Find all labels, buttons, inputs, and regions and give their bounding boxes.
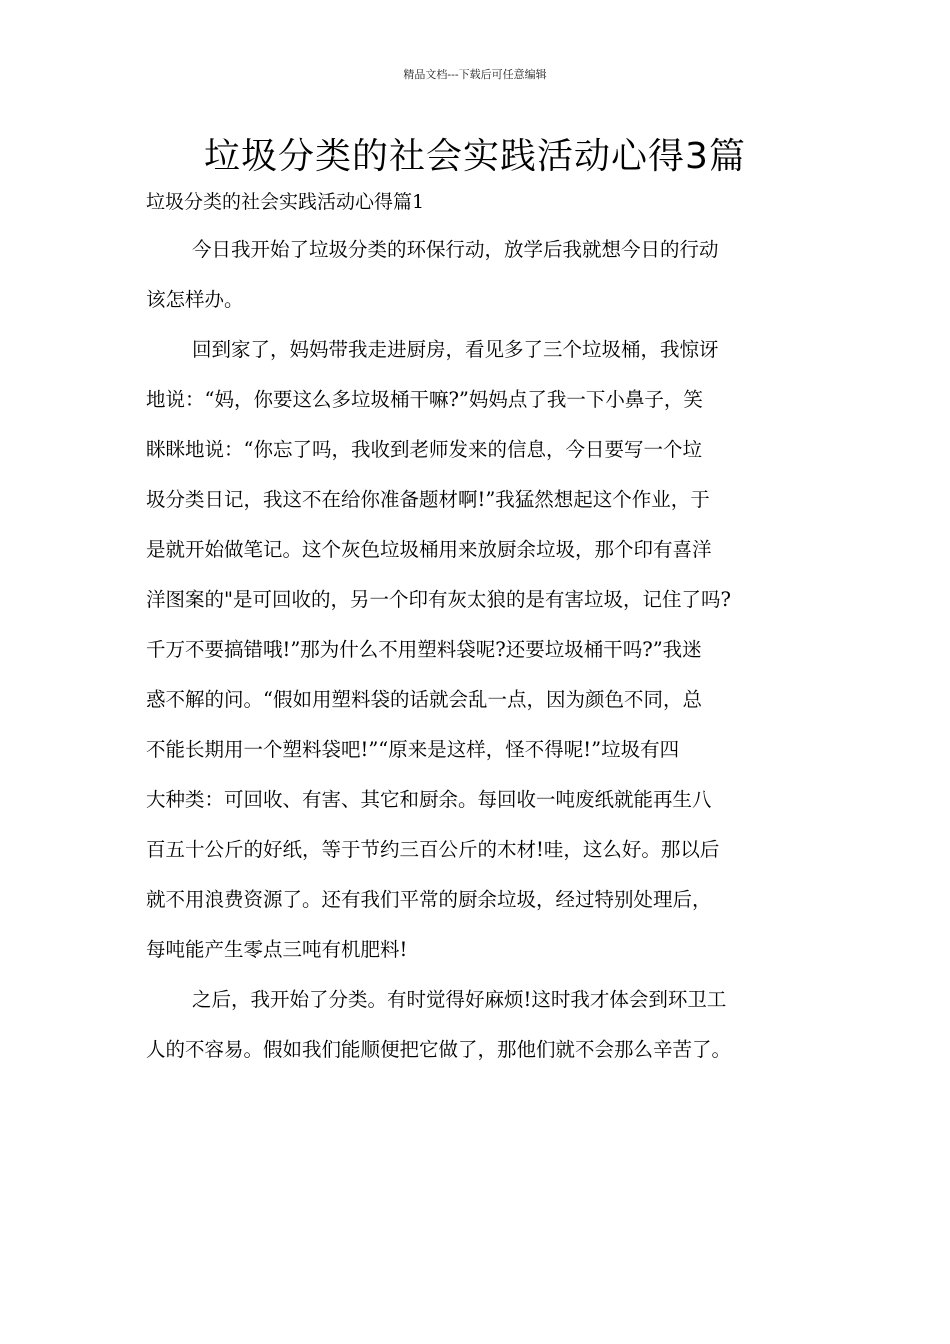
body-line: 是就开始做笔记。这个灰色垃圾桶用来放厨余垃圾，那个印有喜洋	[146, 538, 712, 561]
body-line: 不能长期用一个塑料袋吧!”“原来是这样，怪不得呢!”垃圾有四	[146, 738, 680, 761]
body-line: 惑不解的问。“假如用塑料袋的话就会乱一点，因为颜色不同，总	[146, 688, 702, 711]
body-line: 回到家了，妈妈带我走进厨房，看见多了三个垃圾桶，我惊讶	[192, 338, 719, 361]
body-line: 百五十公斤的好纸，等于节约三百公斤的木材!哇，这么好。那以后	[146, 838, 720, 861]
body-line: 就不用浪费资源了。还有我们平常的厨余垃圾，经过特别处理后，	[146, 888, 712, 911]
body-line: 每吨能产生零点三吨有机肥料!	[146, 938, 408, 961]
body-line: 眯眯地说：“你忘了吗，我收到老师发来的信息，今日要写一个垃	[146, 438, 702, 461]
document-title: 垃圾分类的社会实践活动心得3篇	[204, 136, 746, 177]
body-line: 千万不要搞错哦!”那为什么不用塑料袋呢?还要垃圾桶干吗?”我迷	[146, 638, 702, 661]
body-line: 洋图案的"是可回收的，另一个印有灰太狼的是有害垃圾，记住了吗?	[146, 588, 731, 611]
body-line: 地说：“妈，你要这么多垃圾桶干嘛?”妈妈点了我一下小鼻子，笑	[146, 388, 703, 411]
header-note: 精品文档---下载后可任意编辑	[403, 68, 547, 81]
body-line: 今日我开始了垃圾分类的环保行动，放学后我就想今日的行动	[192, 238, 719, 261]
body-line: 之后，我开始了分类。有时觉得好麻烦!这时我才体会到环卫工	[192, 988, 727, 1011]
body-line: 该怎样办。	[146, 288, 244, 311]
body-line: 圾分类日记，我这不在给你准备题材啊!”我猛然想起这个作业，于	[146, 488, 710, 511]
section-heading: 垃圾分类的社会实践活动心得篇1	[146, 191, 425, 213]
body-line: 人的不容易。假如我们能顺便把它做了，那他们就不会那么辛苦了。	[146, 1038, 732, 1061]
body-line: 大种类：可回收、有害、其它和厨余。每回收一吨废纸就能再生八	[146, 788, 712, 811]
